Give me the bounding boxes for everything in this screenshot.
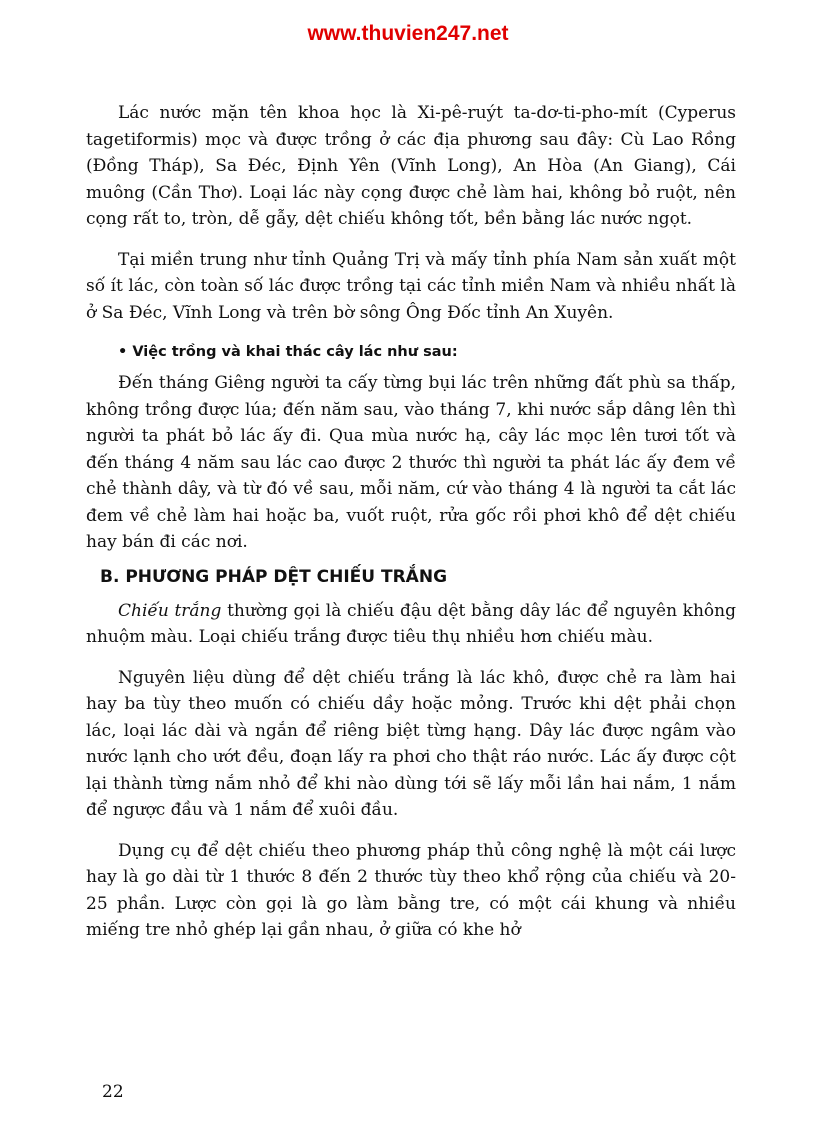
term-chieu-trang: Chiếu trắng: [118, 600, 222, 621]
section-heading-white-mat: B. PHƯƠNG PHÁP DỆT CHIẾU TRẮNG: [100, 566, 448, 587]
body-text: [86, 100, 736, 944]
page-number: 22: [102, 1082, 124, 1102]
watermark-url[interactable]: www.thuvien247.net: [307, 22, 509, 45]
bullet-heading-cultivation: • Việc trồng và khai thác cây lác như sau:: [118, 344, 458, 360]
paragraph-growing-regions: Tại miền trung như tỉnh Quảng Trị và mấy tỉnh phía Nam sản xuất một số ít lác, còn toàn số lác được trồng tại các tỉnh miền Nam và nhiều nhất là ở Sa Đéc, Vĩnh Long và trên bờ sông Ông Đốc tỉnh An Xuyên.: [86, 249, 736, 323]
paragraph-salt-water-sedge: Lác nước mặn tên khoa học là Xi-pê-ruýt ta-dơ-ti-pho-mít (Cyperus tagetiformis) mọc và được trồng ở các địa phương sau đây: Cù Lao Rồng (Đồng Tháp), Sa Đéc, Định Yên (Vĩnh Long), An Hòa (An Giang), Cái muông (Cần Thơ). Loại lác này cọng được chẻ làm hai, không bỏ ruột, nên cọng rất to, tròn, dễ gẫy, dệt chiếu không tốt, bền bằng lác nước ngọt.: [86, 103, 736, 229]
paragraph-white-mat-definition-text: thường gọi là chiếu đậu dệt bằng dây lác để nguyên không nhuộm màu. Loại chiếu trắng được tiêu thụ nhiều hơn chiếu màu.: [86, 600, 737, 647]
paragraph-tools: Dụng cụ để dệt chiếu theo phương pháp thủ công nghệ là một cái lược hay là go dài từ 1 thước 8 đến 2 thước tùy theo khổ rộng của chiếu và 20-25 phần. Lược còn gọi là go làm bằng tre, có một cái khung và nhiều miếng tre nhỏ ghép lại gần nhau, ở giữa có khe hở: [86, 840, 736, 940]
paragraph-materials: Nguyên liệu dùng để dệt chiếu trắng là lác khô, được chẻ ra làm hai hay ba tùy theo muốn có chiếu dầy hoặc mỏng. Trước khi dệt phải chọn lác, loại lác dài và ngắn để riêng biệt từng hạng. Dây lác được ngâm vào nước lạnh cho ướt đều, đoạn lấy ra phơi cho thật ráo nước. Lác ấy được cột lại thành từng nắm nhỏ để khi nào dùng tới sẽ lấy mỗi lần hai nắm, 1 nắm để ngược đầu và 1 nắm để xuôi đầu.: [86, 667, 736, 820]
paragraph-white-mat-definition: [86, 598, 736, 651]
paragraph-cultivation: Đến tháng Giêng người ta cấy từng bụi lác trên những đất phù sa thấp, không trồng được lúa; đến năm sau, vào tháng 7, khi nước sắp dâng lên thì người ta phát bỏ lác ấy đi. Qua mùa nước hạ, cây lác mọc lên tươi tốt và đến tháng 4 năm sau lác cao được 2 thước thì người ta phát lác ấy đem về chẻ thành dây, và từ đó về sau, mỗi năm, cứ vào tháng 4 là người ta cắt lác đem về chẻ làm hai hoặc ba, vuốt ruột, rửa gốc rồi phơi khô để dệt chiếu hay bán đi các nơi.: [86, 373, 736, 552]
